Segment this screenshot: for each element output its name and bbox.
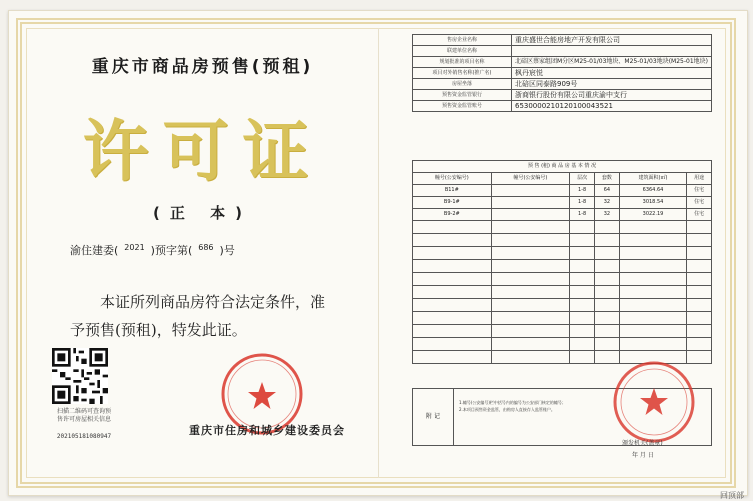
units-column-header: 层次 xyxy=(570,173,595,185)
blank-cell xyxy=(619,312,686,325)
center-fold xyxy=(378,28,379,478)
blank-cell xyxy=(413,273,492,286)
blank-cell xyxy=(687,247,712,260)
blank-cell xyxy=(491,338,570,351)
blank-cell xyxy=(491,221,570,234)
blank-cell xyxy=(570,286,595,299)
unit-use: 住宅 xyxy=(687,209,712,221)
info-row-label: 售房企业名称 xyxy=(413,35,512,46)
blank-cell xyxy=(687,273,712,286)
docno-prefix: 渝住建委( xyxy=(70,244,119,257)
footer-mark[interactable]: 回顶部 xyxy=(720,491,744,500)
blank-cell xyxy=(619,286,686,299)
unit-use: 住宅 xyxy=(687,185,712,197)
blank-cell xyxy=(619,299,686,312)
blank-cell xyxy=(619,247,686,260)
blank-cell xyxy=(570,325,595,338)
blank-cell xyxy=(413,299,492,312)
qr-caption-line-1: 扫描二维码可查询预 xyxy=(56,408,111,415)
blank-cell xyxy=(619,234,686,247)
units-column-header: 幢号(公安编号) xyxy=(491,173,570,185)
units-title-row xyxy=(413,161,712,173)
blank-cell xyxy=(413,247,492,260)
info-row-value: 6530000210120100043521 xyxy=(511,101,711,112)
info-row xyxy=(413,101,712,112)
info-row-value: 北碚区蔡家组团M分区M25-01/03地块、M25-01/03地块(M25-01地块) xyxy=(511,57,711,68)
statement-line-2: 予预售(预租)，特发此证。 xyxy=(70,321,247,339)
blank-cell xyxy=(595,338,620,351)
info-row xyxy=(413,90,712,101)
blank-cell xyxy=(570,221,595,234)
units-row xyxy=(413,197,712,209)
certificate-front xyxy=(30,30,375,475)
blank-cell xyxy=(595,221,620,234)
info-row-label: 预售资金监管银行 xyxy=(413,90,512,101)
certificate-statement xyxy=(70,288,360,344)
blank-cell xyxy=(570,260,595,273)
blank-cell xyxy=(491,247,570,260)
info-row-label: 预售资金监管账号 xyxy=(413,101,512,112)
qr-caption xyxy=(44,408,124,424)
unit-floors: 1-8 xyxy=(570,185,595,197)
blank-cell xyxy=(595,299,620,312)
unit-building: B11# xyxy=(413,185,492,197)
units-row xyxy=(413,185,712,197)
units-blank-row xyxy=(413,260,712,273)
unit-building: B9-1# xyxy=(413,197,492,209)
issued-date: 年 月 日 xyxy=(632,452,654,459)
units-column-header: 用途 xyxy=(687,173,712,185)
certificate-title: 重庆市商品房预售(预租) xyxy=(91,57,314,77)
blank-cell xyxy=(413,260,492,273)
info-row-label: 联建单位名称 xyxy=(413,46,512,57)
blank-cell xyxy=(491,273,570,286)
info-row-value xyxy=(511,46,711,57)
units-column-header: 套数 xyxy=(595,173,620,185)
qr-code-icon[interactable] xyxy=(52,348,108,404)
blank-cell xyxy=(687,260,712,273)
unit-floors: 1-8 xyxy=(570,197,595,209)
units-blank-row xyxy=(413,299,712,312)
blank-cell xyxy=(619,260,686,273)
unit-area: 3018.54 xyxy=(619,197,686,209)
info-row-value: 浙商银行股份有限公司重庆渝中支行 xyxy=(511,90,711,101)
units-title: 预 售 (租) 商 品 房 基 本 情 况 xyxy=(413,161,712,173)
docno-number: 686 xyxy=(198,243,214,252)
blank-cell xyxy=(595,234,620,247)
blank-cell xyxy=(413,286,492,299)
unit-use: 住宅 xyxy=(687,197,712,209)
docno-year: 2021 xyxy=(124,243,145,252)
blank-cell xyxy=(491,260,570,273)
blank-cell xyxy=(491,351,570,364)
units-blank-row xyxy=(413,234,712,247)
blank-cell xyxy=(570,234,595,247)
unit-area: 6364.64 xyxy=(619,185,686,197)
blank-cell xyxy=(413,325,492,338)
units-blank-row xyxy=(413,273,712,286)
unit-count: 32 xyxy=(595,197,620,209)
unit-count: 32 xyxy=(595,209,620,221)
blank-cell xyxy=(595,286,620,299)
document-number xyxy=(70,242,360,258)
unit-building-blank xyxy=(491,209,570,221)
blank-cell xyxy=(595,312,620,325)
blank-cell xyxy=(619,338,686,351)
unit-floors: 1-8 xyxy=(570,209,595,221)
blank-cell xyxy=(595,325,620,338)
qr-caption-line-2: 售许可房屋相关信息 xyxy=(56,416,111,423)
docno-middle: )预字第( xyxy=(150,244,193,257)
blank-cell xyxy=(687,286,712,299)
blank-cell xyxy=(619,325,686,338)
project-info-table xyxy=(412,34,712,112)
blank-cell xyxy=(413,234,492,247)
blank-cell xyxy=(595,247,620,260)
certificate-details xyxy=(382,30,732,475)
blank-cell xyxy=(491,325,570,338)
blank-cell xyxy=(413,338,492,351)
unit-building: B9-2# xyxy=(413,209,492,221)
issuing-authority: 重庆市住房和城乡建设委员会 xyxy=(189,424,345,437)
info-row xyxy=(413,46,712,57)
issued-by-label: 颁发机关(盖章) xyxy=(622,440,663,447)
blank-cell xyxy=(687,325,712,338)
blank-cell xyxy=(413,351,492,364)
info-row-label: 项目对外销售名称(推广名) xyxy=(413,68,512,79)
units-row xyxy=(413,209,712,221)
units-column-header: 建筑面积(㎡) xyxy=(619,173,686,185)
blank-cell xyxy=(595,260,620,273)
blank-cell xyxy=(491,299,570,312)
blank-cell xyxy=(570,299,595,312)
blank-cell xyxy=(570,312,595,325)
blank-cell xyxy=(687,338,712,351)
blank-cell xyxy=(570,338,595,351)
units-table xyxy=(412,160,712,364)
unit-count: 64 xyxy=(595,185,620,197)
info-row xyxy=(413,57,712,68)
permit-heading: 许可证 xyxy=(82,112,323,190)
statement-line-1: 本证所列商品房符合法定条件，准 xyxy=(100,293,326,311)
info-row-value: 北碚区同泰路909号 xyxy=(511,79,711,90)
notes-line-1: 1.幢号(公安编号)栏中括号内的编号为公安部门核定的幢号； xyxy=(459,400,566,405)
blank-cell xyxy=(687,312,712,325)
unit-building-blank xyxy=(491,185,570,197)
blank-cell xyxy=(570,247,595,260)
blank-cell xyxy=(595,273,620,286)
info-row-label: 规划批准的项目名称 xyxy=(413,57,512,68)
qr-id: 2021051810809​47 xyxy=(56,433,112,440)
info-row-value: 枫丹宸悦 xyxy=(511,68,711,79)
blank-cell xyxy=(619,273,686,286)
blank-cell xyxy=(687,234,712,247)
units-blank-row xyxy=(413,325,712,338)
info-row-value: 重庆盛世合能房地产开发有限公司 xyxy=(511,35,711,46)
info-row xyxy=(413,35,712,46)
blank-cell xyxy=(491,286,570,299)
blank-cell xyxy=(491,312,570,325)
notes-label: 附 记 xyxy=(413,389,454,445)
units-column-header: 幢号(公安编号) xyxy=(413,173,492,185)
notes-line-2: 2.本项目预售资金监管，由购房人直接存入监管账户。 xyxy=(459,407,555,412)
unit-building-blank xyxy=(491,197,570,209)
docno-suffix: )号 xyxy=(219,244,235,257)
blank-cell xyxy=(687,221,712,234)
blank-cell xyxy=(491,234,570,247)
units-blank-row xyxy=(413,247,712,260)
blank-cell xyxy=(687,299,712,312)
approval-seal-icon xyxy=(612,360,696,444)
blank-cell xyxy=(570,351,595,364)
blank-cell xyxy=(619,221,686,234)
blank-cell xyxy=(413,312,492,325)
units-blank-row xyxy=(413,338,712,351)
info-row-label: 房屋坐落 xyxy=(413,79,512,90)
blank-cell xyxy=(413,221,492,234)
units-blank-row xyxy=(413,312,712,325)
info-row xyxy=(413,79,712,90)
units-header-row xyxy=(413,173,712,185)
blank-cell xyxy=(570,273,595,286)
copy-type: (正 本) xyxy=(153,204,252,222)
units-blank-row xyxy=(413,286,712,299)
info-row xyxy=(413,68,712,79)
units-blank-row xyxy=(413,221,712,234)
unit-area: 3022.19 xyxy=(619,209,686,221)
